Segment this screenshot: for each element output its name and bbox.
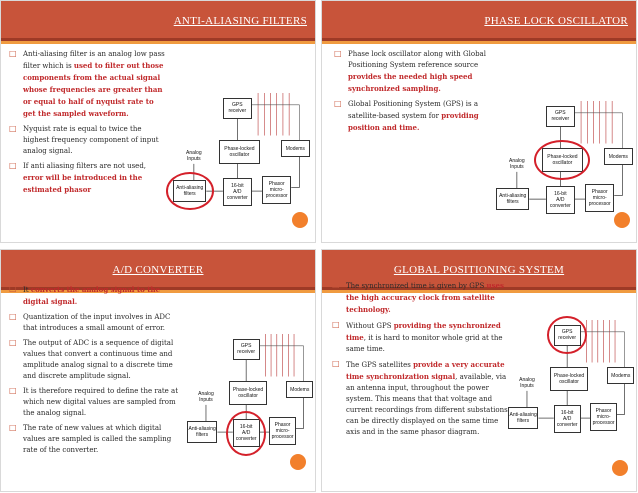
highlighted-text: error will be introduced in the estimated phasor <box>23 173 143 194</box>
bullet-square-icon: □ <box>334 49 342 58</box>
highlighted-text: used to filter out those components from the actual signal whose frequencies are greater than or equal to half of nyquist rate to get the sampled waveform. <box>23 61 164 118</box>
diagram-aaf: Anti-aliasing filters <box>173 180 206 201</box>
bullet-item <box>9 49 167 120</box>
highlighted-text: provide a very accurate time synchronization signal <box>346 360 505 381</box>
diagram-mp: Phasor micro- processor <box>262 176 291 204</box>
bullet-text: It is therefore required to define the rate at which new digital values are sampled from the analog signal. <box>23 387 179 417</box>
diagram-pll: Phase-locked oscillator <box>542 148 583 172</box>
bullet-square-icon: □ <box>9 312 17 321</box>
highlighted-text: uses the high accuracy clock from satellite technology. <box>346 281 504 314</box>
bullet-square-icon: □ <box>9 423 17 432</box>
diagram-aaf: Anti-aliasing filters <box>496 188 529 209</box>
bullet-text: If anti aliasing filters are not used, <box>23 162 147 170</box>
bullet-list <box>9 49 167 200</box>
bullet-item <box>9 284 185 308</box>
bullet-text: The GPS satellites <box>346 361 414 369</box>
decor-dot <box>292 212 308 228</box>
bullet-square-icon: □ <box>332 320 340 329</box>
bullet-item <box>334 99 494 134</box>
slide-phase-lock-oscillator <box>321 0 637 243</box>
diagram-gps: GPS receiver <box>233 339 260 360</box>
highlighted-text: providing position and time. <box>348 111 479 132</box>
bullet-text: The synchronized time is given by GPS <box>346 282 487 290</box>
diagram-aaf: Anti-aliasing filters <box>187 421 218 442</box>
bullet-item <box>9 423 185 456</box>
bullet-item <box>332 280 508 316</box>
bullet-item <box>9 386 185 419</box>
highlighted-text: converts the analog signal to the digital signal. <box>23 285 161 306</box>
bullet-square-icon: □ <box>9 386 17 395</box>
title-accent-bar <box>1 41 315 44</box>
diagram-adc: 16-bit A/D converter <box>223 178 252 206</box>
bullet-text: Anti-aliasing filter is an analog low pass filter which is <box>23 50 165 70</box>
pmu-block-diagram <box>183 334 316 464</box>
slide-gps <box>321 249 637 492</box>
bullet-text: Nyquist rate is equal to twice the highest frequency component of input analog signal. <box>23 125 159 155</box>
bullet-list <box>334 49 494 138</box>
diagram-gps: GPS receiver <box>546 106 575 127</box>
highlighted-text: providing the synchronized time <box>346 321 501 342</box>
diagram-mp: Phasor micro- processor <box>269 417 296 445</box>
bullet-square-icon: □ <box>332 280 340 289</box>
bullet-text: , available, via an antenna input, throughout the power system. This means that that voltage and current recordings from different substations can be directly displayed on the same time axis and in the same phasor diagram. <box>346 373 508 436</box>
slide-title: A/D CONVERTER <box>1 250 315 290</box>
diagram-analog-inputs: Analog Inputs <box>509 157 525 170</box>
bullet-square-icon: □ <box>334 99 342 108</box>
diagram-analog-inputs: Analog Inputs <box>186 149 202 162</box>
slide-title: PHASE LOCK OSCILLATOR <box>322 1 636 41</box>
diagram-pll: Phase-locked oscillator <box>550 367 588 391</box>
diagram-pll: Phase-locked oscillator <box>219 140 260 164</box>
diagram-adc: 16-bit A/D converter <box>546 186 575 214</box>
diagram-adc: 16-bit A/D converter <box>233 419 260 447</box>
bullet-item <box>9 161 167 196</box>
bullet-item <box>9 338 185 382</box>
diagram-adc: 16-bit A/D converter <box>554 405 581 433</box>
slide-title: ANTI-ALIASING FILTERS <box>1 1 315 41</box>
highlight-circle <box>226 411 266 456</box>
pmu-block-diagram <box>504 320 637 450</box>
diagram-aaf: Anti-aliasing filters <box>508 407 539 428</box>
bullet-list <box>9 284 185 460</box>
bullet-text: Global Positioning System (GPS) is a satellite-based system for <box>348 100 479 120</box>
bullet-item <box>332 359 508 438</box>
title-accent-bar <box>322 41 636 44</box>
slide-title: GLOBAL POSITIONING SYSTEM <box>322 250 636 290</box>
bullet-list <box>332 280 508 442</box>
bullet-item <box>334 49 494 95</box>
diagram-modem: Modems <box>607 367 634 384</box>
bullet-text: Without GPS <box>346 322 394 330</box>
bullet-square-icon: □ <box>9 124 17 133</box>
bullet-square-icon: □ <box>9 161 17 170</box>
bullet-square-icon: □ <box>332 359 340 368</box>
decor-dot <box>612 460 628 476</box>
diagram-modem: Modems <box>286 381 313 398</box>
bullet-text: The rate of new values at which digital values are sampled is called the sampling rate of the converter. <box>23 424 172 454</box>
bullet-square-icon: □ <box>9 284 17 293</box>
bullet-text: , it is hard to monitor whole grid at the same time. <box>346 334 503 353</box>
bullet-item <box>332 320 508 355</box>
bullet-square-icon: □ <box>9 49 17 58</box>
diagram-modem: Modems <box>604 148 633 165</box>
diagram-pll: Phase-locked oscillator <box>229 381 267 405</box>
diagram-analog-inputs: Analog Inputs <box>198 390 214 403</box>
diagram-mp: Phasor micro- processor <box>590 403 617 431</box>
bullet-text: It <box>23 286 31 294</box>
pmu-block-diagram <box>492 101 637 231</box>
bullet-item <box>9 124 167 157</box>
bullet-text: Phase lock oscillator along with Global Positioning System reference source <box>348 50 486 69</box>
diagram-mp: Phasor micro- processor <box>585 184 614 212</box>
decor-dot <box>290 454 306 470</box>
slide-anti-aliasing <box>0 0 316 243</box>
slide-ad-converter <box>0 249 316 492</box>
bullet-square-icon: □ <box>9 338 17 347</box>
decor-dot <box>614 212 630 228</box>
diagram-analog-inputs: Analog Inputs <box>519 376 535 389</box>
pmu-block-diagram <box>169 93 314 223</box>
bullet-item <box>9 312 185 334</box>
bullet-text: The output of ADC is a sequence of digital values that convert a continuous time and amplitude analog signal to a discrete time and discrete amplitude signal. <box>23 339 174 380</box>
highlighted-text: provides the needed high speed synchronized sampling. <box>348 72 473 93</box>
diagram-gps: GPS receiver <box>223 98 252 119</box>
highlight-circle <box>166 172 214 210</box>
diagram-gps: GPS receiver <box>554 325 581 346</box>
diagram-modem: Modems <box>281 140 310 157</box>
bullet-text: Quantization of the input involves in ADC that introduces a small amount of error. <box>23 313 171 332</box>
